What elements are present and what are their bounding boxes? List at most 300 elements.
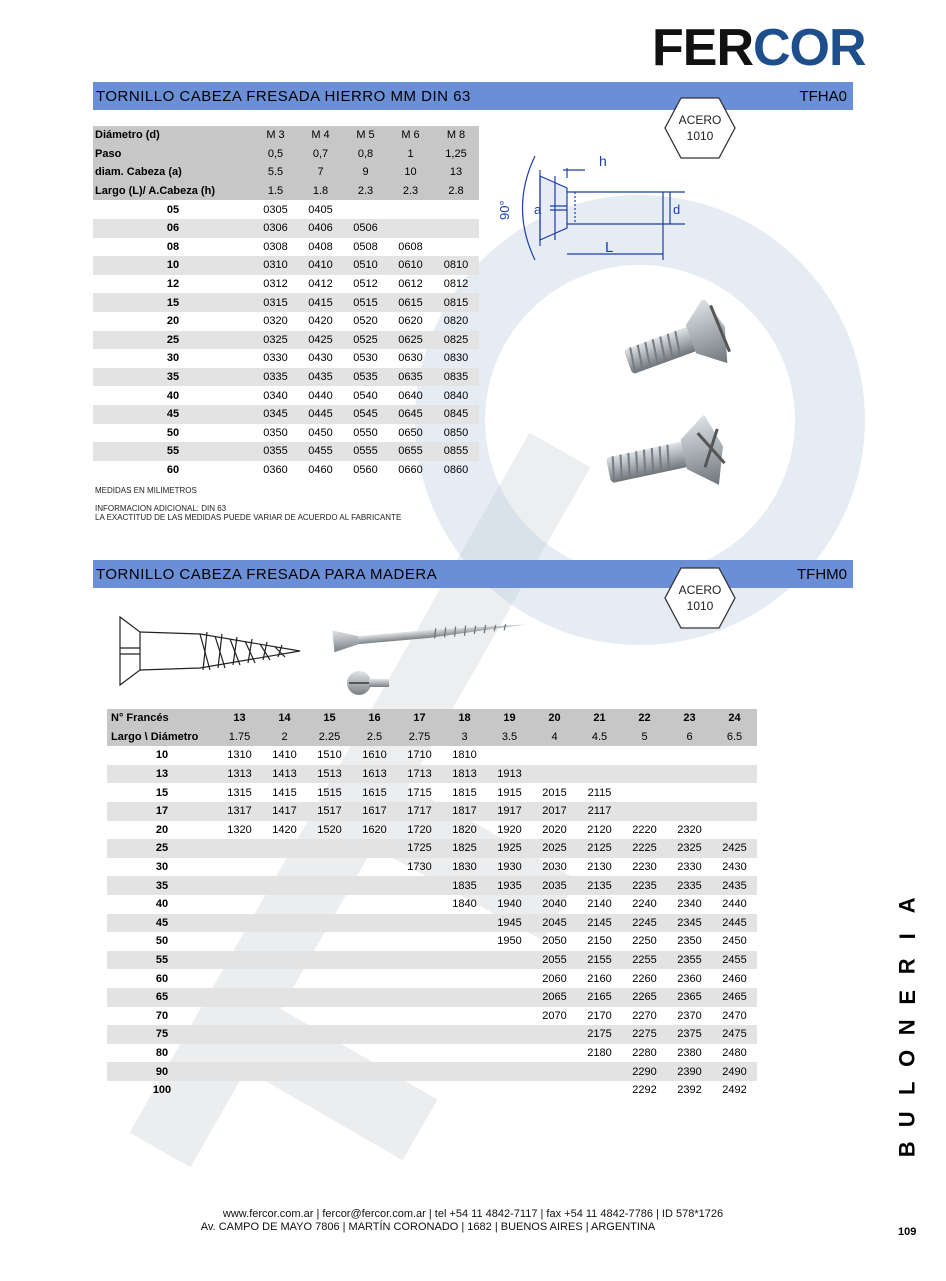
code-cell [262, 858, 307, 877]
code-cell [262, 914, 307, 933]
code-cell [307, 988, 352, 1007]
code-cell: 2440 [722, 898, 747, 911]
length-cell: 65 [107, 988, 217, 1007]
header-value: 22 [622, 709, 667, 728]
note-units: MEDIDAS EN MILIMETROS [95, 486, 197, 495]
header-value: 1.5 [253, 182, 298, 201]
code-cell: 1615 [362, 786, 387, 799]
code-cell: 0535 [343, 368, 388, 387]
code-cell: 0515 [343, 293, 388, 312]
side-label-letter: E [894, 989, 920, 1005]
din63-table [93, 126, 479, 479]
code-cell: 0645 [388, 405, 433, 424]
header-value: 21 [577, 709, 622, 728]
code-cell: 0335 [253, 368, 298, 387]
header-value: 2.3 [343, 182, 388, 201]
header-label: N° Francés [107, 709, 217, 728]
code-cell: 2055 [532, 951, 577, 970]
length-cell: 100 [152, 1084, 172, 1097]
code-cell [442, 1062, 487, 1081]
code-cell [352, 1044, 397, 1063]
header-value: 16 [352, 709, 397, 728]
code-cell: 0845 [433, 405, 479, 424]
code-cell: 1610 [362, 749, 387, 762]
footer-contact: www.fercor.com.ar | fercor@fercor.com.ar | tel +54 11 4842-7117 | fax +54 11 4842-7786 | ID 578*1726 [222, 1208, 724, 1220]
code-cell: 0355 [253, 442, 298, 461]
code-cell [352, 1007, 397, 1026]
code-cell [622, 765, 667, 784]
code-cell [532, 746, 577, 765]
header-value: 17 [397, 709, 442, 728]
diagram-label-d: d [673, 202, 681, 217]
code-cell [217, 895, 262, 914]
code-cell [442, 914, 487, 933]
header-value: M 6 [388, 126, 433, 145]
header-value: 3 [442, 728, 487, 747]
table-row [107, 951, 757, 970]
code-cell [712, 802, 757, 821]
code-cell [262, 839, 307, 858]
code-cell: 1513 [307, 765, 352, 784]
code-cell [397, 932, 442, 951]
material-badge-2 [663, 566, 737, 630]
code-cell [532, 1081, 577, 1100]
table-row [93, 349, 479, 368]
table-row [93, 219, 479, 238]
section1-code: TFHA0 [799, 87, 847, 105]
code-cell [307, 1025, 352, 1044]
code-cell: 0510 [343, 256, 388, 275]
code-cell [667, 783, 712, 802]
header-value: 23 [667, 709, 712, 728]
code-cell [352, 988, 397, 1007]
code-cell: 0815 [433, 293, 479, 312]
code-cell: 2380 [677, 1046, 702, 1059]
code-cell: 0530 [353, 352, 378, 365]
table-row [107, 895, 757, 914]
code-cell: 1840 [452, 898, 477, 911]
header-value: 7 [298, 163, 343, 182]
code-cell [262, 1062, 307, 1081]
code-cell: 0540 [353, 389, 378, 402]
code-cell: 1310 [227, 749, 252, 762]
header-label: diam. Cabeza (a) [93, 163, 253, 182]
material-badge-1-line2: 1010 [686, 129, 714, 143]
machine-screw-photo-1 [620, 300, 735, 390]
code-cell [622, 783, 667, 802]
code-cell: 2475 [712, 1025, 757, 1044]
code-cell [352, 858, 397, 877]
length-cell: 13 [107, 765, 217, 784]
code-cell: 2492 [722, 1084, 747, 1097]
code-cell [262, 1081, 307, 1100]
table-header-row [93, 163, 479, 182]
length-cell: 30 [155, 861, 169, 874]
code-cell [217, 839, 262, 858]
length-cell: 12 [166, 278, 180, 291]
code-cell [352, 969, 397, 988]
code-cell: 1813 [442, 765, 487, 784]
code-cell: 1815 [452, 786, 477, 799]
side-label-letter: R [894, 958, 920, 975]
code-cell: 0630 [398, 352, 423, 365]
code-cell [442, 932, 487, 951]
table-row [107, 1062, 757, 1081]
code-cell: 2275 [622, 1025, 667, 1044]
code-cell [307, 895, 352, 914]
table-row [107, 858, 757, 877]
code-cell: 2465 [712, 988, 757, 1007]
code-cell [262, 1007, 307, 1026]
code-cell [487, 951, 532, 970]
code-cell: 2320 [677, 823, 702, 836]
code-cell: 2350 [677, 935, 702, 948]
code-cell [262, 969, 307, 988]
code-cell [352, 839, 397, 858]
length-cell: 15 [155, 786, 169, 799]
code-cell: 2392 [677, 1084, 702, 1097]
code-cell: 0360 [263, 463, 288, 476]
header-value: 2.5 [352, 728, 397, 747]
length-cell: 17 [107, 802, 217, 821]
header-value: 6.5 [712, 728, 757, 747]
code-cell: 0555 [343, 442, 388, 461]
header-value: 2 [262, 728, 307, 747]
code-cell [442, 1081, 487, 1100]
code-cell [397, 969, 442, 988]
length-cell: 60 [155, 972, 169, 985]
code-cell: 2240 [632, 898, 657, 911]
header-value: 20 [532, 709, 577, 728]
code-cell: 2145 [577, 914, 622, 933]
length-cell: 06 [93, 219, 253, 238]
code-cell: 2235 [622, 876, 667, 895]
code-cell [487, 988, 532, 1007]
table-row [93, 312, 479, 331]
code-cell: 0550 [353, 426, 378, 439]
code-cell: 1620 [362, 823, 387, 836]
code-cell [343, 200, 388, 219]
code-cell: 1940 [497, 898, 522, 911]
code-cell: 0855 [433, 442, 479, 461]
code-cell [487, 969, 532, 988]
code-cell: 2445 [712, 914, 757, 933]
code-cell: 0545 [343, 405, 388, 424]
table-row [107, 746, 757, 765]
code-cell: 2470 [722, 1009, 747, 1022]
table-row [107, 914, 757, 933]
length-cell: 10 [93, 256, 253, 275]
code-cell: 0508 [353, 240, 378, 253]
code-cell [577, 1081, 622, 1100]
code-cell: 0520 [353, 315, 378, 328]
code-cell: 2365 [667, 988, 712, 1007]
code-cell: 0340 [263, 389, 288, 402]
length-cell: 60 [166, 463, 180, 476]
code-cell [397, 951, 442, 970]
header-value: 2.75 [397, 728, 442, 747]
code-cell: 2220 [632, 823, 657, 836]
screw-dimension-diagram [495, 148, 700, 268]
code-cell: 0410 [298, 256, 343, 275]
code-cell: 1417 [262, 802, 307, 821]
code-cell [397, 1081, 442, 1100]
code-cell: 0650 [398, 426, 423, 439]
table-row [93, 368, 479, 387]
code-cell: 1415 [272, 786, 297, 799]
code-cell: 2135 [577, 876, 622, 895]
code-cell [352, 876, 397, 895]
code-cell: 2230 [632, 861, 657, 874]
note-accuracy: LA EXACTITUD DE LAS MEDIDAS PUEDE VARIAR DE ACUERDO AL FABRICANTE [95, 513, 402, 522]
code-cell: 2430 [722, 861, 747, 874]
code-cell: 0345 [253, 405, 298, 424]
code-cell [217, 858, 262, 877]
length-cell: 10 [155, 749, 169, 762]
code-cell: 2050 [542, 935, 567, 948]
code-cell: 2290 [622, 1062, 667, 1081]
code-cell [262, 932, 307, 951]
code-cell [388, 200, 433, 219]
code-cell: 0820 [443, 315, 469, 328]
table-row [107, 932, 757, 951]
code-cell [487, 1007, 532, 1026]
code-cell: 0610 [388, 256, 433, 275]
length-cell: 90 [107, 1062, 217, 1081]
code-cell: 2425 [712, 839, 757, 858]
diagram-label-angle: 90° [497, 200, 512, 220]
code-cell: 0412 [308, 278, 333, 291]
code-cell: 1725 [397, 839, 442, 858]
header-value: M 8 [433, 126, 479, 145]
code-cell: 0312 [263, 278, 288, 291]
code-cell: 2375 [667, 1025, 712, 1044]
code-cell [397, 1007, 442, 1026]
code-cell [622, 746, 667, 765]
code-cell: 2390 [667, 1062, 712, 1081]
code-cell [532, 1062, 577, 1081]
code-cell: 2020 [542, 823, 567, 836]
code-cell [577, 746, 622, 765]
code-cell: 2280 [632, 1046, 657, 1059]
code-cell: 0330 [263, 352, 288, 365]
code-cell [307, 951, 352, 970]
code-cell [442, 1025, 487, 1044]
code-cell [397, 914, 442, 933]
code-cell: 1950 [497, 935, 522, 948]
code-cell: 2435 [712, 876, 757, 895]
code-cell [487, 1062, 532, 1081]
code-cell [622, 802, 667, 821]
code-cell: 1917 [487, 802, 532, 821]
table-row [107, 802, 757, 821]
code-cell: 2030 [542, 861, 567, 874]
code-cell: 2170 [587, 1009, 612, 1022]
code-cell [712, 821, 757, 840]
code-cell [577, 765, 622, 784]
header-value: 6 [667, 728, 712, 747]
code-cell [442, 1007, 487, 1026]
code-cell [307, 1081, 352, 1100]
page-number: 109 [898, 1226, 917, 1238]
length-cell: 50 [155, 935, 169, 948]
code-cell: 0415 [298, 293, 343, 312]
header-value: 9 [343, 163, 388, 182]
material-badge-2-line1: ACERO [678, 583, 722, 597]
code-cell: 0305 [263, 203, 288, 216]
code-cell [487, 1044, 532, 1063]
code-cell [532, 1025, 577, 1044]
code-cell: 2120 [587, 823, 612, 836]
code-cell: 0560 [353, 463, 378, 476]
code-cell: 1517 [307, 802, 352, 821]
code-cell: 2245 [622, 914, 667, 933]
code-cell [442, 1044, 487, 1063]
code-cell: 1315 [227, 786, 252, 799]
code-cell: 0310 [253, 256, 298, 275]
logo-part-cor: COR [753, 19, 866, 77]
code-cell [433, 219, 479, 238]
code-cell [397, 988, 442, 1007]
diagram-label-L: L [605, 239, 614, 256]
code-cell: 0830 [443, 352, 469, 365]
code-cell [397, 1062, 442, 1081]
code-cell [487, 1025, 532, 1044]
code-cell: 0435 [298, 368, 343, 387]
header-value: 13 [217, 709, 262, 728]
length-cell: 30 [166, 352, 180, 365]
code-cell: 1830 [452, 861, 477, 874]
section1-title: TORNILLO CABEZA FRESADA HIERRO MM DIN 63 [96, 87, 471, 105]
code-cell: 1317 [217, 802, 262, 821]
code-cell: 0420 [308, 315, 333, 328]
side-label-letter: U [894, 1110, 920, 1127]
code-cell: 2370 [677, 1009, 702, 1022]
code-cell [712, 765, 757, 784]
code-cell: 0440 [308, 389, 333, 402]
code-cell: 2150 [587, 935, 612, 948]
code-cell [307, 932, 352, 951]
length-cell: 35 [93, 368, 253, 387]
code-cell [712, 783, 757, 802]
code-cell: 0660 [398, 463, 423, 476]
table-row [107, 839, 757, 858]
code-cell: 1320 [227, 823, 252, 836]
footer-address: Av. CAMPO DE MAYO 7806 | MARTÍN CORONADO | 1682 | BUENOS AIRES | ARGENTINA [200, 1221, 656, 1233]
code-cell: 2140 [587, 898, 612, 911]
code-cell [307, 1044, 352, 1063]
code-cell [352, 932, 397, 951]
section1-title-bar [93, 82, 853, 110]
table-row [93, 442, 479, 461]
code-cell [433, 200, 479, 219]
code-cell [352, 914, 397, 933]
code-cell: 0615 [388, 293, 433, 312]
table-row [93, 424, 479, 443]
code-cell: 2270 [632, 1009, 657, 1022]
code-cell: 0408 [308, 240, 333, 253]
code-cell: 2490 [712, 1062, 757, 1081]
code-cell [307, 876, 352, 895]
code-cell: 2117 [577, 802, 622, 821]
code-cell [352, 895, 397, 914]
code-cell [307, 1062, 352, 1081]
code-cell [217, 988, 262, 1007]
code-cell: 0608 [398, 240, 423, 253]
code-cell: 1820 [452, 823, 477, 836]
table-row [107, 1081, 757, 1100]
code-cell [217, 1062, 262, 1081]
side-label-letter: A [894, 897, 920, 914]
table-row [107, 1007, 757, 1026]
code-cell: 0812 [443, 278, 469, 291]
code-cell: 0625 [388, 331, 433, 350]
code-cell: 0445 [298, 405, 343, 424]
length-cell: 40 [155, 898, 169, 911]
code-cell [352, 1062, 397, 1081]
header-label: Largo (L)/ A.Cabeza (h) [93, 182, 253, 201]
code-cell: 0425 [298, 331, 343, 350]
code-cell: 1920 [497, 823, 522, 836]
code-cell: 1913 [487, 765, 532, 784]
table-row [93, 293, 479, 312]
code-cell [442, 951, 487, 970]
code-cell [217, 969, 262, 988]
code-cell: 0405 [308, 203, 333, 216]
code-cell: 0512 [353, 278, 378, 291]
table-header-row [107, 728, 757, 747]
code-cell [397, 895, 442, 914]
note-additional-info: INFORMACION ADICIONAL: DIN 63 [95, 504, 227, 513]
code-cell: 1720 [407, 823, 432, 836]
header-value: M 4 [298, 126, 343, 145]
header-value: 5 [622, 728, 667, 747]
length-cell: 40 [166, 389, 180, 402]
code-cell: 1930 [497, 861, 522, 874]
code-cell [262, 876, 307, 895]
header-value: 1.8 [298, 182, 343, 201]
code-cell: 0525 [343, 331, 388, 350]
table-row [107, 783, 757, 802]
diagram-label-h: h [599, 153, 607, 169]
table-row [93, 238, 479, 257]
code-cell [307, 969, 352, 988]
code-cell [217, 1007, 262, 1026]
code-cell: 2035 [532, 876, 577, 895]
code-cell: 0460 [308, 463, 333, 476]
code-cell: 2325 [667, 839, 712, 858]
code-cell: 2292 [632, 1084, 657, 1097]
code-cell [397, 1044, 442, 1063]
table-row [93, 405, 479, 424]
code-cell: 2260 [632, 972, 657, 985]
header-label: Diámetro (d) [93, 126, 253, 145]
table-row [107, 969, 757, 988]
side-label-buloneria [893, 890, 923, 1165]
header-value: 0,5 [253, 145, 298, 164]
table-row [93, 331, 479, 350]
length-cell: 80 [155, 1046, 169, 1059]
code-cell: 0835 [433, 368, 479, 387]
header-value: 0,8 [343, 145, 388, 164]
code-cell: 0325 [253, 331, 298, 350]
code-cell [307, 858, 352, 877]
code-cell: 0810 [433, 256, 479, 275]
code-cell: 0620 [398, 315, 423, 328]
code-cell: 1613 [352, 765, 397, 784]
code-cell: 2265 [622, 988, 667, 1007]
code-cell [352, 1081, 397, 1100]
